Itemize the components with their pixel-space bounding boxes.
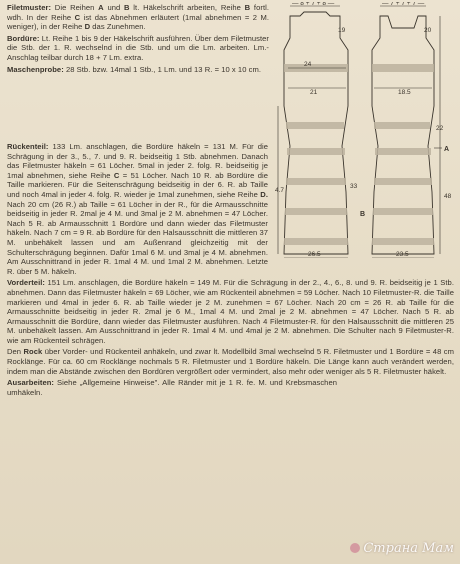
pattern-schematic xyxy=(274,2,456,258)
dim-shoulder-left: 19 xyxy=(338,27,346,34)
label-bordure: Bordüre: xyxy=(7,33,40,43)
dim-waist-left: 21 xyxy=(310,89,318,96)
marker-b: B xyxy=(360,211,366,218)
back-piece-outline xyxy=(284,12,348,254)
front-piece-outline xyxy=(372,16,434,254)
dim-top-right: — 7 + 7 + 7 — xyxy=(382,2,425,7)
paragraph-ausarbeiten: Ausarbeiten: Siehe „Allgemeine Hinweise". Alle Ränder mit je 1 R. fe. M. und Krebsmaschen umhäkeln. xyxy=(7,378,337,397)
paragraph-rock: Den Rock über Vorder- und Rückenteil anhäkeln, und zwar lt. Modellbild 3mal wechselnd 5 R. Filetmuster und 1 Bordüre = 48 cm Rocklänge. Für ca. 60 cm Rocklänge nochmals 5 R. Filetmuster und 1 Bordüre häkeln. Die Länge kann auch verändert werden, indem man die Abstände zwischen den Bordüren vergrößert oder vermindert, also mehr oder weniger als 5 R. Filetmuster häkelt. xyxy=(7,347,454,376)
site-watermark: Страна Мам xyxy=(350,541,454,556)
heart-logo-icon xyxy=(350,543,360,553)
dim-waist-right: 18.5 xyxy=(398,89,411,96)
dim-hem-right: 23.5 xyxy=(396,251,409,258)
label-filetmuster: Filetmuster: xyxy=(7,3,52,12)
dim-skirt-left: 33 xyxy=(350,183,358,190)
label-maschenprobe: Maschenprobe: xyxy=(7,64,64,74)
dim-chest-left: 24 xyxy=(304,61,312,68)
dim-side-right: 22 xyxy=(436,125,444,132)
instructions-left-column xyxy=(7,3,269,76)
dim-hem-left: 26.5 xyxy=(308,251,321,258)
dim-shoulder-right: 20 xyxy=(424,27,432,34)
dimension-lines xyxy=(278,6,442,258)
paragraph-bordure: Bordüre: Lt. Reihe 1 bis 9 der Häkelschrift ausführen. Über dem Filetmuster die Stb. der 1. R. wechselnd in die Stb. und um die Lm. arbeiten. Lm.-Anschlag teilbar durch 18 + 7 Lm. extra. xyxy=(7,33,269,62)
label-vorderteil: Vorderteil: xyxy=(7,278,45,288)
label-ausarbeiten: Ausarbeiten: xyxy=(7,378,55,388)
paragraph-rueckenteil: Rückenteil: 133 Lm. anschlagen, die Bordüre häkeln = 131 M. Für die Schrägung in der 3., 5., 7. und 9. R. beidseitig 1 Stb. abnehmen. Danach das Filetmuster häkeln = 61 Löcher. 5mal in jeder 2. folg. R. beidseitig je 1mal abnehmen, siehe Reihe C = 51 Löcher. Nach 10 R. ab Bordüre die Taille markieren. Für die Seitenschrägung beidseitig in der 6. R. ab Taille und noch 4mal in jeder 4. folg. R. wieder je 1mal zunehmen, siehe Reihe D. Nach 20 cm (26 R.) ab Taille = 61 Löcher in der R., für die Armausschnitte beidseitig in jeder R. 2mal je 4 M. und 3mal je 2 M. abnehmen = 47 Löcher. Nach 5 R. ab Armausschnitt 1 Bordüre und dann wieder das Filetmuster häkeln. Nach 7 cm = 9 R. ab Bordüre für den Halsausschnitt die mittleren 37 M. unbehäkelt lassen und am Außenrand gleichzeitig mit der Schulterschrägung beginnen. Dafür 1mal 6 M. und 3mal je 4 M. abnehmen. Am Ausschnittrand in jeder R. 1mal 4 M. und 1mal 2 M. abnehmen. Letzte R. über 5 M. häkeln. xyxy=(7,142,268,276)
paragraph-vorderteil: Vorderteil: 151 Lm. anschlagen, die Bordüre häkeln = 149 M. Für die Schrägung in der 2., 4., 6., 8. und 9. R. beidseitig je 1 Stb. abnehmen. Dann das Filetmuster häkeln = 69 Löcher, wie am Rückenteil abnehmen = 59 Löcher. Nach 10 Filetmuster-R. die Taille markieren und 4mal in jeder 6. R. ab Taille wieder je 2 M. zunehmen = 67 Löcher. Nach 20 cm = 26 R. ab Taille für die Armausschnitte beidseitig in jeder R. 2mal je 6 M., 1mal 4 M. und 2mal je 2 M. abnehmen = 47 Löcher. Nach 5 R. ab Armausschnitt die Bordüre, dann wieder das Filetmuster ausführen. Nach 4 Filetmuster-R. für den Halsausschnitt die mittleren 25 M. unbehäkelt lassen. Am Ausschnittrand in jeder R. 1mal 4 M. und 4mal je 2 M. abnehmen. Die Schulter nach 9 Filetmuster-R. wie am Rückenteil schrägen. xyxy=(7,278,454,345)
paragraph-filetmuster: Filetmuster: Die Reihen A und B lt. Häkelschrift arbeiten, Reihe B fortl. wdh. In der Reihe C ist das Abnehmen erläutert (1mal abnehmen = 2 M. weniger), in der Reihe D das Zunehmen. xyxy=(7,3,270,32)
paragraph-maschenprobe: Maschenprobe: 28 Stb. bzw. 14mal 1 Stb., 1 Lm. und 13 R. = 10 x 10 cm. xyxy=(7,64,262,74)
dim-top-left: — 8 + 7 + 8 — xyxy=(292,2,335,7)
dim-total-length: 48 xyxy=(444,193,452,200)
dim-left-side: 4.7 xyxy=(275,187,285,194)
schematic-svg xyxy=(274,2,456,258)
marker-a: A xyxy=(444,146,450,153)
label-rueckenteil: Rückenteil: xyxy=(7,142,49,151)
